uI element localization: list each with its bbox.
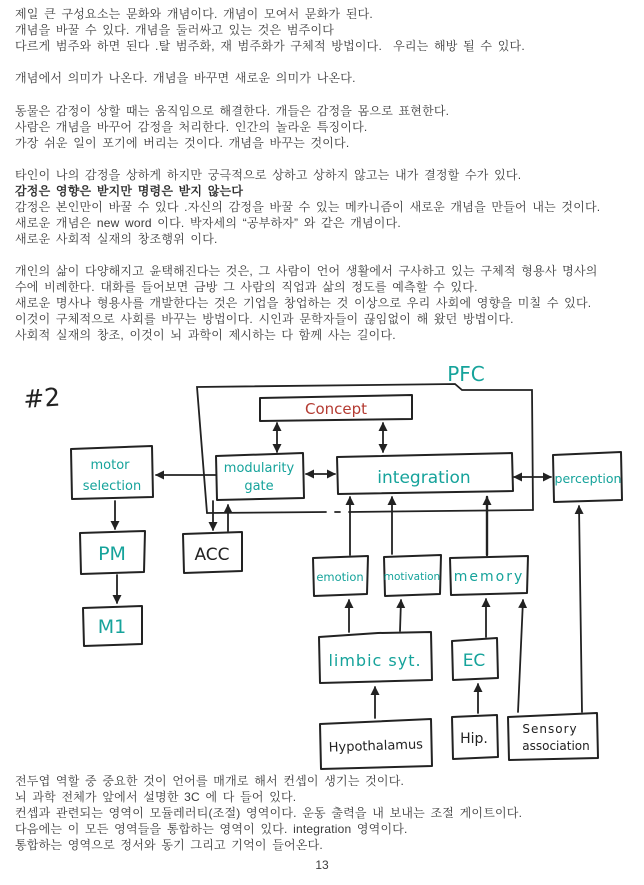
acc-node (183, 532, 242, 573)
text-line: 개념을 바꿀 수 있다. 개념을 둘러싸고 있는 것은 범주이다 (15, 23, 335, 37)
limbic-system-node (319, 632, 432, 683)
arrow-limbic-to-motivation (400, 600, 401, 631)
modularity-gate-node (216, 453, 304, 500)
text-line: 타인이 나의 감정을 상하게 하지만 궁극적으로 상하고 상하지 않고는 내가 결정할 수가 있다. (15, 168, 522, 182)
text-line: 전두엽 역할 중 중요한 것이 언어를 매개로 해서 컨셉이 생기는 것이다. (15, 774, 405, 788)
text-line: 새로운 사회적 실재의 창조행위 이다. (15, 232, 218, 246)
pm-node (80, 531, 145, 574)
modularity-gate-label-2: gate (244, 479, 274, 494)
text-line: 가장 쉬운 일이 포기에 버리는 것이다. 개념을 바꾸는 것이다. (15, 136, 350, 150)
hippocampus-label: Hip. (460, 731, 488, 747)
arrow-sensory-to-perception (579, 506, 582, 712)
concept-label: Concept (304, 400, 368, 418)
limbic-system-label: limbic syt. (328, 651, 422, 670)
pm-label: PM (98, 543, 126, 565)
m1-node (83, 606, 142, 646)
emotion-node (313, 556, 368, 596)
figure-number: #2 (22, 382, 62, 414)
text-line: 수에 비례한다. 대화를 들어보면 금방 그 사람의 직업과 삶의 정도를 예측할 수 있다. (15, 280, 478, 294)
ec-label: EC (462, 651, 486, 671)
text-line: 통합하는 영역으로 정서와 동기 그리고 기억이 들어온다. (15, 838, 323, 852)
text-line: 새로운 명사나 형용사를 개발한다는 것은 기업을 창업하는 것 이상으로 우리 사회에 영향을 미칠 수 있다. (15, 296, 592, 310)
integration-node (337, 453, 513, 494)
text-line: 제일 큰 구성요소는 문화와 개념이다. 개념이 모여서 문화가 된다. (15, 7, 373, 21)
memory-node (450, 556, 528, 595)
text-line: 다르게 범주와 하면 된다 .탈 범주화, 재 범주화가 구체적 방법이다. 우리는 해방 될 수 있다. (15, 39, 525, 53)
perception-label: perception (554, 471, 622, 486)
arrow-sensory-to-memory (518, 600, 523, 712)
text-line: 사람은 개념을 바꾸어 감정을 처리한다. 인간의 놀라운 특징이다. (15, 120, 368, 134)
motor-selection-label-2: selection (82, 479, 142, 494)
hypothalamus-node (320, 719, 432, 769)
motor-selection-label-1: motor (90, 458, 130, 473)
motor-selection-node (71, 446, 153, 499)
page-number: 13 (315, 858, 329, 872)
motivation-node (384, 555, 441, 596)
m1-label: M1 (97, 616, 127, 638)
memory-label: memory (453, 569, 525, 585)
text-line: 이것이 구체적으로 사회를 바꾸는 방법이다. 시인과 문학자들이 끊임없이 해 왔던 방법이다. (15, 312, 514, 326)
ec-node (452, 638, 498, 680)
pfc-label: PFC (447, 362, 485, 386)
modularity-gate-label-1: modularity (223, 461, 295, 476)
integration-label: integration (377, 468, 471, 488)
sensory-association-label-1: Sensory (522, 722, 578, 736)
motivation-label: motivation (383, 571, 441, 583)
paragraph-6 (15, 773, 636, 853)
text-line: 사회적 실재의 창조, 이것이 뇌 과학이 제시하는 다 함께 사는 길이다. (15, 328, 396, 342)
acc-label: ACC (194, 545, 230, 565)
text-line: 뇌 과학 전체가 앞에서 설명한 3C 에 다 들어 있다. (15, 790, 297, 804)
hypothalamus-label: Hypothalamus (328, 737, 424, 756)
text-line: 동물은 감정이 상할 때는 움직임으로 해결한다. 개들은 감정을 몸으로 표현한다. (15, 104, 450, 118)
text-line: 개인의 삶이 다양해지고 윤택해진다는 것은, 그 사람이 언어 생활에서 구사하고 있는 구체적 형용사 명사의 (15, 264, 598, 278)
perception-node (553, 452, 622, 502)
sensory-association-node (508, 713, 598, 760)
text-line: 새로운 개념은 new word 이다. 박자세의 “공부하자” 와 같은 개념이다. (15, 216, 401, 230)
concept-node (260, 395, 412, 421)
pfc-box-bottom-edge (207, 510, 533, 513)
text-line: 컨셉과 관련되는 영역이 모듈레러티(조절) 영역이다. 운동 출력을 내 보내는 조절 게이트이다. (15, 806, 523, 820)
text-line: 다음에는 이 모든 영역들을 통합하는 영역이 있다. integration 영역이다. (15, 822, 408, 836)
text-line-bold: 감정은 영향은 받지만 명령은 받지 않는다 (15, 184, 244, 198)
emotion-label: emotion (316, 570, 364, 584)
sensory-association-label-2: association (522, 739, 590, 753)
text-line: 감정은 본인만이 바꿀 수 있다 .자신의 감정을 바꿀 수 있는 메카니즘이 새로운 개념을 만들어 내는 것이다. (15, 200, 601, 214)
text-line: 개념에서 의미가 나온다. 개념을 바꾸면 새로운 의미가 나온다. (15, 71, 356, 85)
hippocampus-node (452, 715, 498, 759)
